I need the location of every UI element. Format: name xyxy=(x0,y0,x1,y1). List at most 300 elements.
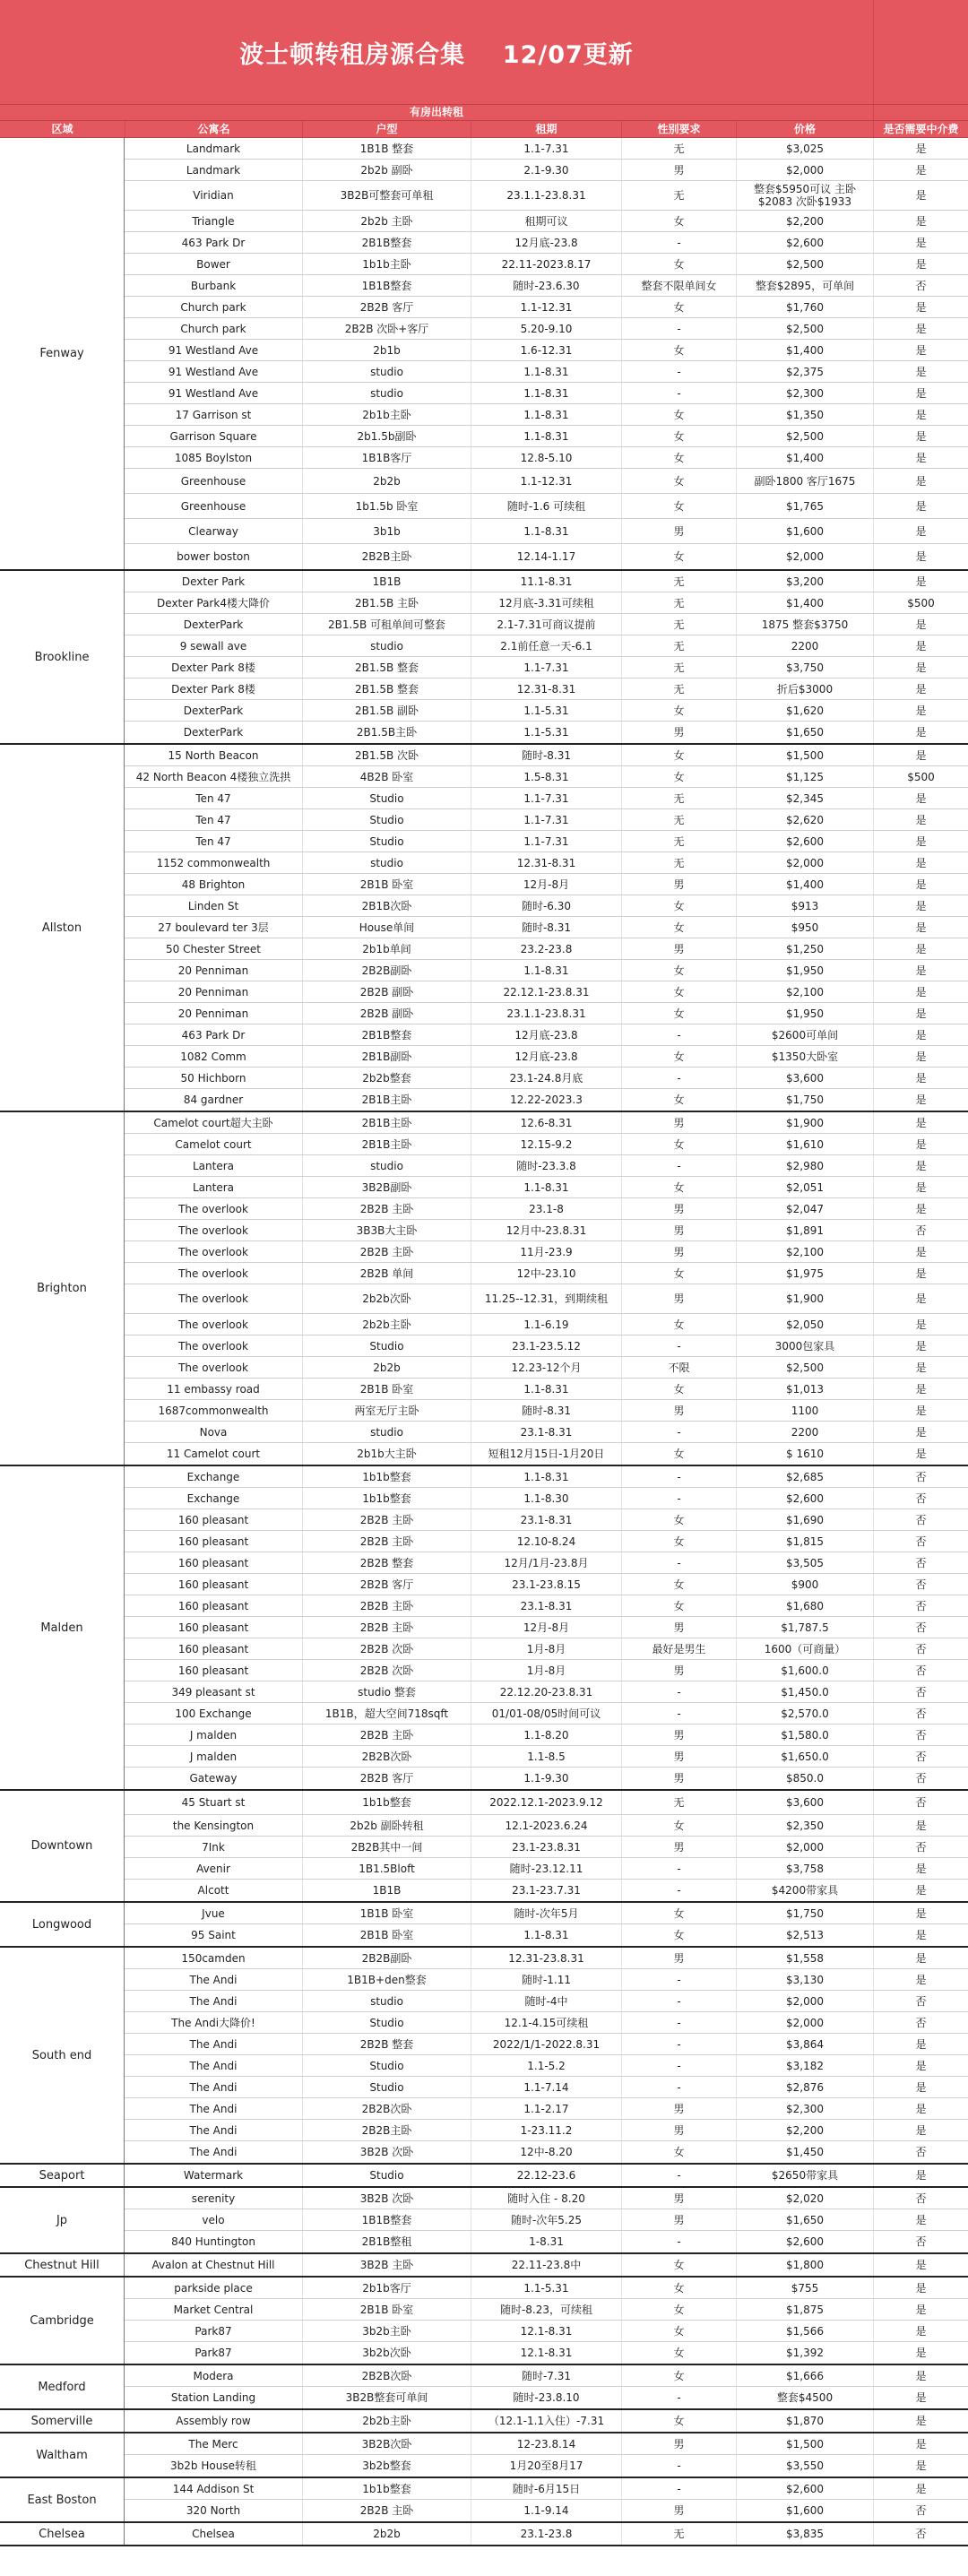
unit-type: 1B1B 整套 xyxy=(302,138,471,159)
apartment-name: Linden St xyxy=(187,899,239,912)
table-row xyxy=(125,1024,968,1046)
table-row xyxy=(125,1263,968,1284)
agent-fee: 是 xyxy=(873,1880,968,1901)
agent-fee: 是 xyxy=(873,679,968,699)
lease-period: 1.1-8.31 xyxy=(471,1177,621,1197)
unit-type: 2B2B 主卧 xyxy=(302,2500,471,2521)
lease-period: 12.23-12个月 xyxy=(471,1357,621,1378)
gender-requirement: 男 xyxy=(621,2098,736,2119)
apartment-name: 144 Addison St xyxy=(172,2482,255,2495)
lease-period: 12.31-23.8.31 xyxy=(471,1948,621,1968)
table-row xyxy=(125,211,968,232)
price: $1,600 xyxy=(736,2500,873,2521)
lease-period: 1.1-7.14 xyxy=(471,2077,621,2097)
unit-type: 2B2B 客厅 xyxy=(302,1768,471,1789)
agent-fee: 是 xyxy=(873,874,968,895)
table-row xyxy=(125,1284,968,1314)
unit-type: 2b2b主卧 xyxy=(302,2410,471,2432)
price: $3,600 xyxy=(736,1068,873,1088)
sheet-title: 波士顿转租房源合集 12/07更新 xyxy=(239,40,634,69)
gender-requirement: 最好是男生 xyxy=(621,1638,736,1659)
apartment-name: Chelsea xyxy=(192,2528,235,2540)
area-label: Downtown xyxy=(0,1791,125,1901)
area-rows xyxy=(125,2478,968,2521)
apartment-name: 95 Saint xyxy=(191,1929,236,1941)
apartment-name: Assembly row xyxy=(176,2415,251,2427)
apartment-name: Triangle xyxy=(192,214,235,228)
unit-type: 4B2B 卧室 xyxy=(302,766,471,787)
apartment-name: Greenhouse xyxy=(180,499,246,513)
area-group xyxy=(0,2433,968,2478)
price: 折后$3000 xyxy=(736,679,873,699)
unit-type: Studio xyxy=(302,1336,471,1356)
gender-requirement: 女 xyxy=(621,2299,736,2320)
lease-period: 12.8-5.10 xyxy=(471,447,621,468)
area-rows xyxy=(125,1112,968,1465)
lease-period: 12月/1月-23.8月 xyxy=(471,1552,621,1573)
unit-type: 1B1B xyxy=(302,1880,471,1901)
apartment-name: Park87 xyxy=(194,2347,232,2359)
price: $2,600 xyxy=(736,2478,873,2499)
agent-fee: 是 xyxy=(873,571,968,592)
table-row xyxy=(125,2455,968,2477)
agent-fee: 是 xyxy=(873,232,968,253)
price: $1,558 xyxy=(736,1948,873,1968)
gender-requirement: 女 xyxy=(621,1509,736,1530)
apartment-name: 320 North xyxy=(186,2504,241,2517)
unit-type: 2B2B主卧 xyxy=(302,2120,471,2140)
area-rows xyxy=(125,2365,968,2408)
apartment-name: bower boston xyxy=(177,550,250,563)
table-row xyxy=(125,469,968,494)
lease-period: 1.1-7.31 xyxy=(471,657,621,678)
unit-type: studio xyxy=(302,383,471,403)
apartment-name: 160 pleasant xyxy=(177,1513,249,1526)
unit-type: 2B2B次卧 xyxy=(302,2365,471,2386)
gender-requirement: - xyxy=(621,232,736,253)
apartment-name: 50 Chester Street xyxy=(165,942,261,955)
table-row xyxy=(125,2012,968,2034)
apartment-name: J malden xyxy=(189,1728,238,1742)
price: $1,815 xyxy=(736,1531,873,1552)
apartment-name: The Andi xyxy=(189,2080,238,2094)
table-row xyxy=(125,1574,968,1595)
table-row xyxy=(125,1134,968,1155)
agent-fee: 是 xyxy=(873,1924,968,1946)
agent-fee: 否 xyxy=(873,1660,968,1681)
unit-type: 2B2B 整套 xyxy=(302,2034,471,2054)
unit-type: 1B1.5Bloft xyxy=(302,1858,471,1879)
lease-period: 2022.12.1-2023.9.12 xyxy=(471,1791,621,1814)
table-row xyxy=(125,544,968,569)
lease-period: 1月20至8月17 xyxy=(471,2455,621,2477)
apartment-name: Camelot court xyxy=(175,1137,252,1151)
gender-requirement: - xyxy=(621,383,736,403)
unit-type: 3B2B副卧 xyxy=(302,1177,471,1197)
area-group xyxy=(0,2165,968,2188)
agent-fee: 是 xyxy=(873,2278,968,2298)
unit-type: studio xyxy=(302,1991,471,2011)
lease-period: 1.1-7.31 xyxy=(471,138,621,159)
apartment-name: 150camden xyxy=(181,1951,246,1965)
lease-period: 1.1-7.31 xyxy=(471,831,621,851)
table-row xyxy=(125,297,968,318)
lease-period: 1.1-8.31 xyxy=(471,404,621,425)
table-row xyxy=(125,2034,968,2055)
agent-fee: 是 xyxy=(873,1046,968,1067)
price: 整套$4500 xyxy=(736,2387,873,2408)
table-row xyxy=(125,1241,968,1263)
agent-fee: 是 xyxy=(873,2478,968,2499)
gender-requirement: - xyxy=(621,2455,736,2477)
unit-type: 2B1.5B 次卧 xyxy=(302,745,471,765)
title-bar xyxy=(0,0,968,105)
gender-requirement: 无 xyxy=(621,657,736,678)
gender-requirement: 女 xyxy=(621,1134,736,1154)
table-row xyxy=(125,2209,968,2231)
agent-fee: 否 xyxy=(873,1768,968,1789)
lease-period: 1.1-8.31 xyxy=(471,1924,621,1946)
unit-type: 2b2b xyxy=(302,2523,471,2545)
agent-fee: 是 xyxy=(873,340,968,360)
area-rows xyxy=(125,2188,968,2252)
apartment-name: 7Ink xyxy=(202,1840,225,1854)
apartment-name: Landmark xyxy=(186,163,241,177)
table-row xyxy=(125,2098,968,2120)
lease-period: 23.1-8 xyxy=(471,1198,621,1219)
agent-fee: 是 xyxy=(873,181,968,210)
gender-requirement: 无 xyxy=(621,592,736,613)
unit-type: 3b1b xyxy=(302,519,471,543)
price: $2,000 xyxy=(736,544,873,569)
apartment-name: 1152 commonwealth xyxy=(156,856,271,869)
table-row xyxy=(125,160,968,181)
area-label: Fenway xyxy=(0,138,125,569)
agent-fee: 否 xyxy=(873,2012,968,2033)
header-price: 价格 xyxy=(736,121,873,137)
price: $1,600.0 xyxy=(736,1660,873,1681)
lease-period: （12.1-1.1入住）-7.31 xyxy=(471,2410,621,2432)
price: $2,876 xyxy=(736,2077,873,2097)
table-row xyxy=(125,1089,968,1111)
agent-fee: 是 xyxy=(873,2321,968,2341)
apartment-name: DexterPark xyxy=(183,726,244,739)
lease-period: 23.1-23.5.12 xyxy=(471,1336,621,1356)
gender-requirement: 男 xyxy=(621,160,736,180)
unit-type: 3B3B大主卧 xyxy=(302,1220,471,1240)
table-row xyxy=(125,404,968,426)
apartment-name: The overlook xyxy=(178,1339,248,1353)
agent-fee: 否 xyxy=(873,1531,968,1552)
agent-fee: 是 xyxy=(873,2410,968,2432)
lease-period: 随时-8.23，可续租 xyxy=(471,2299,621,2320)
lease-period: 12中-23.10 xyxy=(471,1263,621,1284)
apartment-name: The Andi xyxy=(189,2102,238,2115)
price: $2,600 xyxy=(736,1488,873,1508)
apartment-name: 160 pleasant xyxy=(177,1621,249,1634)
price: 副卧1800 客厅1675 xyxy=(736,469,873,493)
unit-type: 1B1B+den整套 xyxy=(302,1969,471,1990)
apartment-name: Camelot court超大主卧 xyxy=(153,1116,273,1129)
unit-type: 2B1B主卧 xyxy=(302,1112,471,1133)
unit-type: Studio xyxy=(302,2077,471,2097)
table-row xyxy=(125,1660,968,1681)
unit-type: 2B2B 主卧 xyxy=(302,1531,471,1552)
price: $2,300 xyxy=(736,383,873,403)
price: $1,400 xyxy=(736,592,873,613)
price: $1,400 xyxy=(736,874,873,895)
unit-type: 2b2b 主卧 xyxy=(302,211,471,231)
apartment-name: Ten 47 xyxy=(195,813,231,826)
apartment-name: serenity xyxy=(191,2191,236,2205)
price: $1,500 xyxy=(736,2433,873,2454)
table-row xyxy=(125,1969,968,1991)
gender-requirement: 男 xyxy=(621,1241,736,1262)
lease-period: 12月底-23.8 xyxy=(471,1046,621,1067)
table-row xyxy=(125,2387,968,2408)
gender-requirement: 女 xyxy=(621,1089,736,1111)
price: $2,513 xyxy=(736,1924,873,1946)
price: 1600（可商量） xyxy=(736,1638,873,1659)
area-rows xyxy=(125,1466,968,1789)
table-row xyxy=(125,2410,968,2432)
area-rows xyxy=(125,571,968,743)
lease-period: 随时-4中 xyxy=(471,1991,621,2011)
gender-requirement: - xyxy=(621,1466,736,1487)
gender-requirement: 女 xyxy=(621,2141,736,2163)
agent-fee: 是 xyxy=(873,426,968,446)
area-group xyxy=(0,2365,968,2410)
agent-fee: 是 xyxy=(873,2342,968,2364)
price: $3,835 xyxy=(736,2523,873,2545)
apartment-name: The Merc xyxy=(188,2437,238,2451)
agent-fee: 是 xyxy=(873,1089,968,1111)
lease-period: 1.1-5.2 xyxy=(471,2055,621,2076)
agent-fee: 是 xyxy=(873,852,968,873)
unit-type: 1b1b整套 xyxy=(302,1466,471,1487)
gender-requirement: 男 xyxy=(621,1617,736,1638)
lease-period: 22.11-2023.8.17 xyxy=(471,254,621,274)
table-row xyxy=(125,254,968,275)
agent-fee: 是 xyxy=(873,1198,968,1219)
gender-requirement: 女 xyxy=(621,494,736,518)
table-row xyxy=(125,1357,968,1379)
agent-fee: 否 xyxy=(873,1595,968,1616)
unit-type: 2B1.5B主卧 xyxy=(302,722,471,743)
apartment-name: Nova xyxy=(199,1425,228,1439)
unit-type: 2b1b客厅 xyxy=(302,2278,471,2298)
unit-type: 2B1B整租 xyxy=(302,2231,471,2252)
price: $1,950 xyxy=(736,1003,873,1024)
lease-period: 1.1-5.31 xyxy=(471,700,621,721)
area-label: Malden xyxy=(0,1466,125,1789)
table-row xyxy=(125,181,968,211)
gender-requirement: 男 xyxy=(621,1725,736,1745)
agent-fee: 否 xyxy=(873,1681,968,1702)
table-row xyxy=(125,340,968,361)
price: $2,000 xyxy=(736,852,873,873)
table-row xyxy=(125,1220,968,1241)
area-rows xyxy=(125,2165,968,2186)
gender-requirement: - xyxy=(621,2231,736,2252)
lease-period: 11.1-8.31 xyxy=(471,571,621,592)
agent-fee: 是 xyxy=(873,211,968,231)
unit-type: 2b2b次卧 xyxy=(302,1284,471,1313)
gender-requirement: 女 xyxy=(621,544,736,569)
gender-requirement: 男 xyxy=(621,1220,736,1240)
gender-requirement: - xyxy=(621,1858,736,1879)
apartment-name: The Andi大降价! xyxy=(171,2016,255,2029)
agent-fee: 是 xyxy=(873,2387,968,2408)
table-row xyxy=(125,1948,968,1969)
agent-fee: 否 xyxy=(873,1725,968,1745)
agent-fee: 是 xyxy=(873,895,968,916)
apartment-name: 45 Stuart st xyxy=(181,1796,246,1809)
price: 1100 xyxy=(736,1400,873,1421)
header-gender: 性别要求 xyxy=(621,121,736,137)
lease-period: 12.14-1.17 xyxy=(471,544,621,569)
lease-period: 随时-8.31 xyxy=(471,1400,621,1421)
gender-requirement: 女 xyxy=(621,960,736,981)
unit-type: 1B1B客厅 xyxy=(302,447,471,468)
area-label: East Boston xyxy=(0,2478,125,2521)
price: $2,685 xyxy=(736,1466,873,1487)
table-row xyxy=(125,1703,968,1725)
agent-fee: 是 xyxy=(873,1969,968,1990)
lease-period: 随时-23.3.8 xyxy=(471,1155,621,1176)
unit-type: 3b2b主卧 xyxy=(302,2321,471,2341)
lease-period: 随时-8.31 xyxy=(471,917,621,938)
price: $2,600 xyxy=(736,2231,873,2252)
table-row xyxy=(125,2231,968,2252)
unit-type: 3B2B 次卧 xyxy=(302,2188,471,2209)
gender-requirement: 无 xyxy=(621,852,736,873)
table-row xyxy=(125,592,968,614)
lease-period: 随时-8.31 xyxy=(471,745,621,765)
section-side-cell xyxy=(873,105,968,120)
unit-type: 2B1.5B 整套 xyxy=(302,657,471,678)
agent-fee: 是 xyxy=(873,1948,968,1968)
lease-period: 23.1-23.8.15 xyxy=(471,1574,621,1595)
area-rows xyxy=(125,2433,968,2477)
area-group xyxy=(0,2523,968,2546)
lease-period: 12.31-8.31 xyxy=(471,679,621,699)
apartment-name: 84 gardner xyxy=(183,1094,244,1106)
agent-fee: 是 xyxy=(873,2365,968,2386)
agent-fee: 否 xyxy=(873,1746,968,1767)
lease-period: 22.12.1-23.8.31 xyxy=(471,981,621,1002)
table-row xyxy=(125,1638,968,1660)
table-row xyxy=(125,1595,968,1617)
apartment-name: Dexter Park 8楼 xyxy=(171,661,255,674)
price: $1,600 xyxy=(736,519,873,543)
price: 3000包家具 xyxy=(736,1336,873,1356)
gender-requirement: 男 xyxy=(621,2500,736,2521)
price: $2,047 xyxy=(736,1198,873,1219)
table-row xyxy=(125,2342,968,2364)
unit-type: 2B1B 卧室 xyxy=(302,1379,471,1399)
price: $1,650 xyxy=(736,722,873,743)
apartment-name: Modera xyxy=(193,2369,234,2382)
price: $2,500 xyxy=(736,254,873,274)
price: $1,900 xyxy=(736,1284,873,1313)
area-rows xyxy=(125,2278,968,2364)
apartment-name: Landmark xyxy=(186,142,241,155)
apartment-name: Park87 xyxy=(194,2324,232,2338)
table-row xyxy=(125,809,968,831)
price: $2,200 xyxy=(736,211,873,231)
agent-fee: 是 xyxy=(873,1815,968,1836)
area-rows xyxy=(125,2410,968,2432)
unit-type: 3B2B次卧 xyxy=(302,2433,471,2454)
unit-type: 2B1B次卧 xyxy=(302,895,471,916)
gender-requirement: 女 xyxy=(621,2365,736,2386)
area-label: Medford xyxy=(0,2365,125,2408)
unit-type: 2B1B 卧室 xyxy=(302,1924,471,1946)
price: 整套$5950可议 主卧$2083 次卧$1933 xyxy=(736,181,873,210)
lease-period: 12.1-4.15可续租 xyxy=(471,2012,621,2033)
apartment-name: 100 Exchange xyxy=(175,1707,252,1720)
table-row xyxy=(125,960,968,981)
price: $2,300 xyxy=(736,2098,873,2119)
lease-period: 租期可议 xyxy=(471,211,621,231)
apartment-name: Avenir xyxy=(196,1862,230,1875)
gender-requirement: - xyxy=(621,2478,736,2499)
gender-requirement: 女 xyxy=(621,447,736,468)
lease-period: 1.1-8.31 xyxy=(471,361,621,382)
agent-fee: 否 xyxy=(873,1509,968,1530)
price: $1,666 xyxy=(736,2365,873,2386)
agent-fee: 是 xyxy=(873,614,968,635)
price: 2200 xyxy=(736,635,873,656)
gender-requirement: 男 xyxy=(621,1768,736,1789)
price: $1,400 xyxy=(736,447,873,468)
unit-type: 3B2B 主卧 xyxy=(302,2254,471,2276)
price: $1,650 xyxy=(736,2209,873,2230)
gender-requirement: 女 xyxy=(621,297,736,317)
unit-type: 2B2B 副卧 xyxy=(302,981,471,1002)
gender-requirement: - xyxy=(621,1991,736,2011)
apartment-name: parkside place xyxy=(174,2281,253,2295)
unit-type: 2b2b整套 xyxy=(302,1068,471,1088)
lease-period: 短租12月15日-1月20日 xyxy=(471,1443,621,1465)
table-row xyxy=(125,447,968,469)
apartment-name: 20 Penniman xyxy=(177,964,249,977)
table-row xyxy=(125,635,968,657)
gender-requirement: 男 xyxy=(621,1660,736,1681)
gender-requirement: 女 xyxy=(621,211,736,231)
table-row xyxy=(125,1112,968,1134)
price: $2,500 xyxy=(736,426,873,446)
gender-requirement: - xyxy=(621,1552,736,1573)
table-row xyxy=(125,571,968,592)
price: $1,891 xyxy=(736,1220,873,1240)
apartment-name: The Andi xyxy=(189,2123,238,2137)
unit-type: studio 整套 xyxy=(302,1681,471,1702)
unit-type: 2B1.5B 副卧 xyxy=(302,700,471,721)
gender-requirement: 无 xyxy=(621,614,736,635)
gender-requirement: 女 xyxy=(621,1595,736,1616)
price: $1,787.5 xyxy=(736,1617,873,1638)
price: $2,620 xyxy=(736,809,873,830)
agent-fee: 是 xyxy=(873,1357,968,1378)
lease-period: 1.1-8.31 xyxy=(471,1379,621,1399)
area-rows xyxy=(125,2523,968,2545)
unit-type: 2B2B 客厅 xyxy=(302,1574,471,1595)
price: $850.0 xyxy=(736,1768,873,1789)
lease-period: 12.10-8.24 xyxy=(471,1531,621,1552)
table-row xyxy=(125,2165,968,2186)
